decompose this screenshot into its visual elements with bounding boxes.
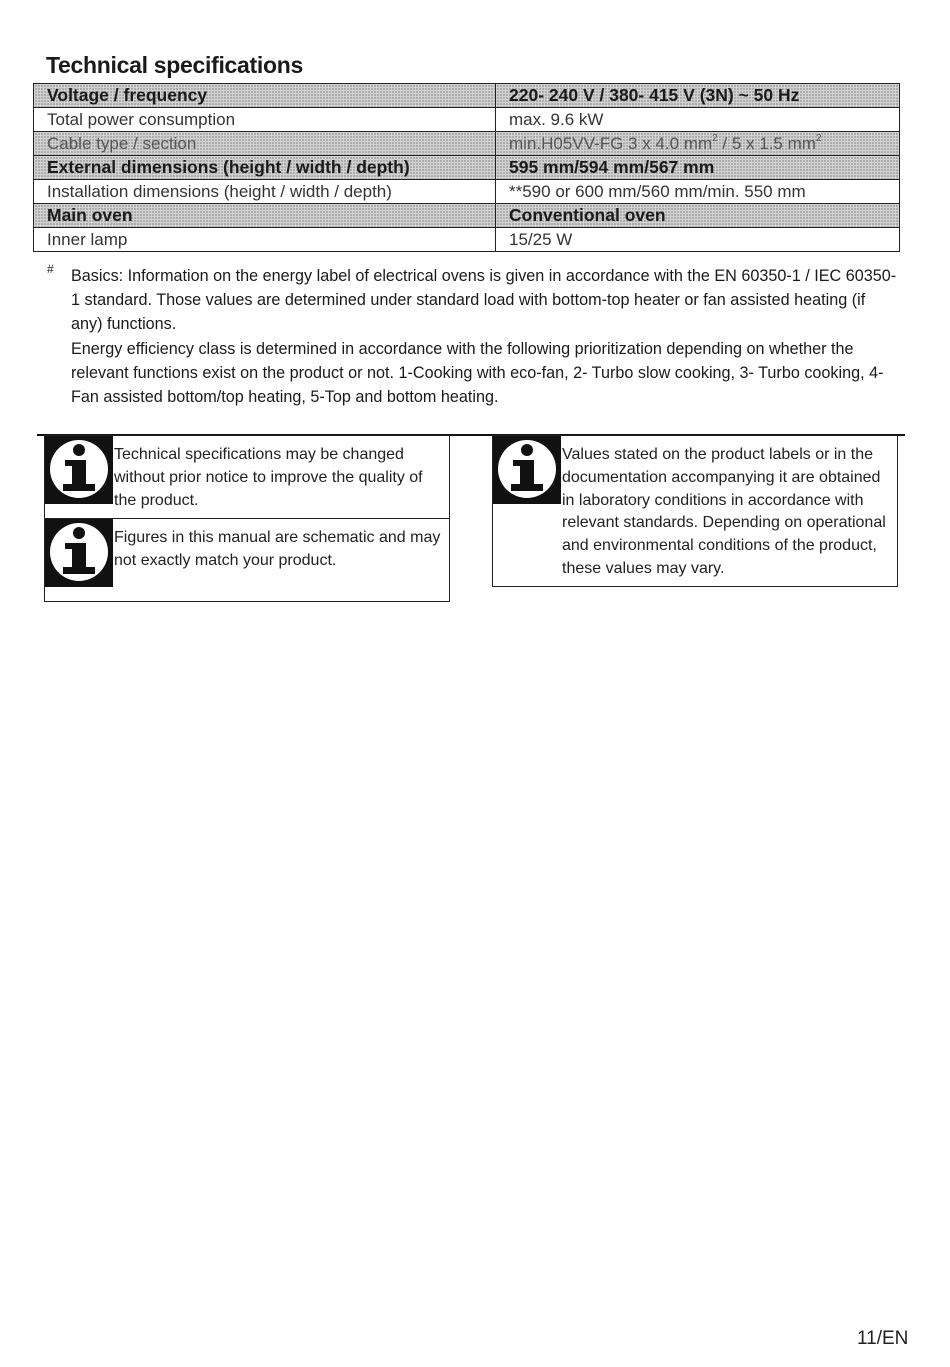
info-icon	[493, 436, 561, 504]
specifications-table	[33, 83, 900, 252]
note-text: Technical specifications may be changed without prior notice to improve the quality of the product.	[114, 446, 423, 509]
table-row	[34, 132, 900, 156]
note-text: Figures in this manual are schematic and may not exactly match your product.	[114, 529, 441, 569]
info-icon	[45, 519, 113, 587]
spec-label: Cable type / section	[34, 132, 496, 156]
spec-label: Voltage / frequency	[34, 84, 496, 108]
spec-label: Main oven	[34, 204, 496, 228]
cable-value-part: min.H05VV-FG 3 x 4.0 mm	[509, 134, 713, 153]
table-row	[34, 228, 900, 252]
info-icon	[45, 436, 113, 504]
spec-label: Installation dimensions (height / width / depth)	[34, 180, 496, 204]
table-row	[34, 156, 900, 180]
superscript: 2	[712, 133, 718, 145]
spec-value	[496, 132, 900, 156]
spec-value: **590 or 600 mm/560 mm/min. 550 mm	[496, 180, 900, 204]
table-row	[34, 180, 900, 204]
page-number: 11/EN	[857, 1328, 909, 1349]
table-row	[34, 108, 900, 132]
spec-label: Total power consumption	[34, 108, 496, 132]
spec-value: Conventional oven	[496, 204, 900, 228]
page-title: Technical specifications	[46, 52, 303, 78]
info-note	[45, 436, 449, 518]
cable-value-part: / 5 x 1.5 mm	[717, 134, 816, 153]
info-note	[45, 518, 449, 599]
spec-value: 15/25 W	[496, 228, 900, 252]
table-row	[34, 204, 900, 228]
info-notes-left	[44, 435, 450, 602]
table-row	[34, 84, 900, 108]
footnote-paragraph: Energy efficiency class is determined in accordance with the following prioritization depending on whether the relevant functions exist on the product or not. 1-Cooking with eco-fan, 2- Turbo slow cooking, 3- Turbo cooking, 4- Fan assisted bottom/top heating, 5-Top and bottom heating.	[71, 339, 884, 407]
info-note	[493, 436, 897, 586]
note-text: Values stated on the product labels or in the documentation accompanying it are obtained in laboratory conditions in accordance with relevant standards. Depending on operational and environmental conditions of the product, these values may vary.	[562, 446, 886, 577]
spec-value: max. 9.6 kW	[496, 108, 900, 132]
footnote	[71, 264, 901, 409]
spec-value: 220- 240 V / 380- 415 V (3N) ~ 50 Hz	[496, 84, 900, 108]
info-notes-right	[492, 435, 898, 587]
spec-label: Inner lamp	[34, 228, 496, 252]
spec-label: External dimensions (height / width / depth)	[34, 156, 496, 180]
spec-value: 595 mm/594 mm/567 mm	[496, 156, 900, 180]
footnote-paragraph: Basics: Information on the energy label of electrical ovens is given in accordance with the EN 60350-1 / IEC 60350-1 standard. Those values are determined under standard load with bottom-top heater or fan assisted heating (if any) functions.	[71, 267, 897, 334]
footnote-mark: #	[47, 262, 54, 276]
superscript: 2	[815, 133, 822, 145]
